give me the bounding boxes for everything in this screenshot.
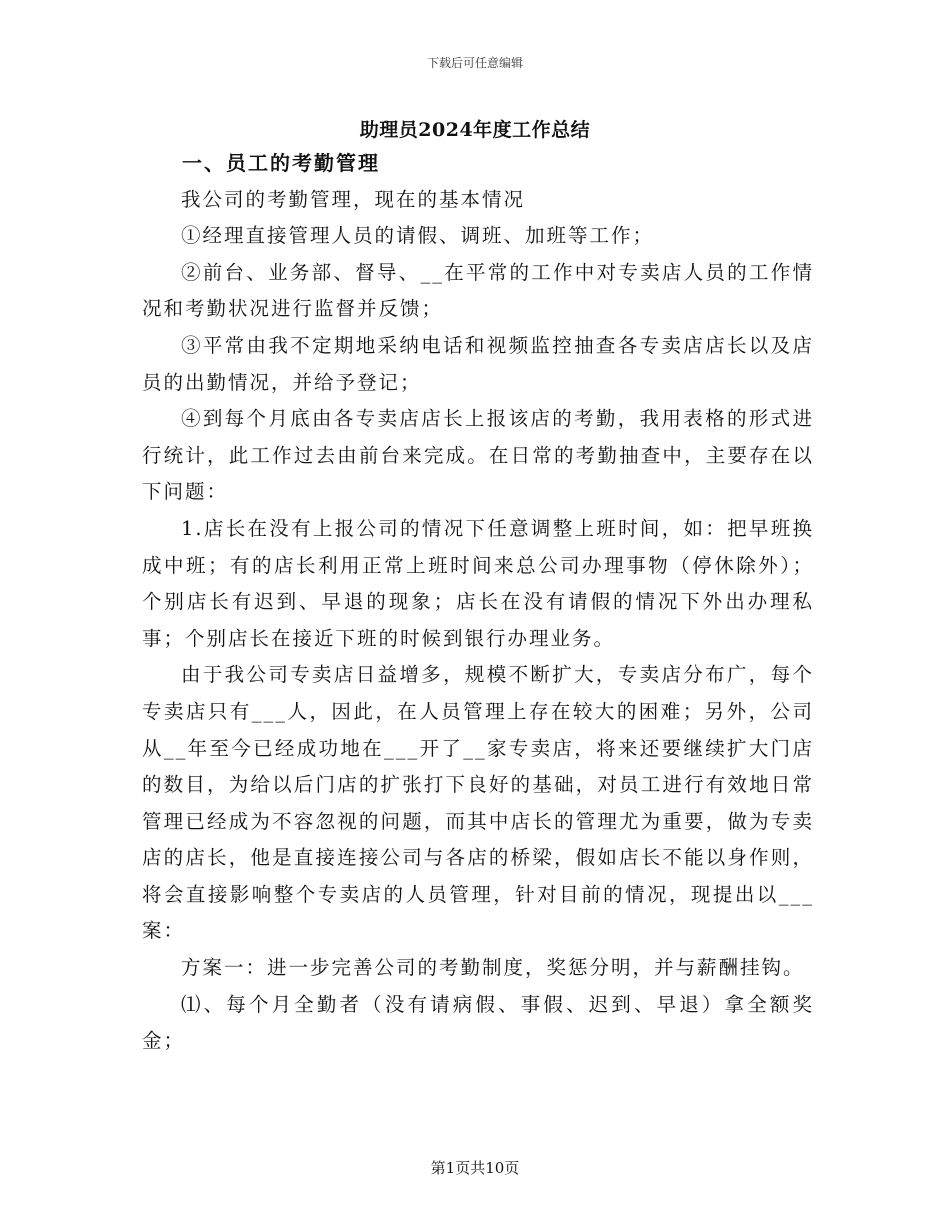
paragraph: ④到每个月底由各专卖店店长上报该店的考勤，我用表格的形式进行统计，此工作过去由前台来完成。在日常的考勤抽查中，主要存在以下问题： [142, 407, 814, 504]
paragraph: ③平常由我不定期地采纳电话和视频监控抽查各专卖店店长以及店员的出勤情况，并给予登记； [142, 333, 814, 394]
paragraph: ②前台、业务部、督导、__在平常的工作中对专卖店人员的工作情况和考勤状况进行监督并反馈； [142, 260, 814, 321]
page-header-note: 下载后可任意编辑 [426, 56, 523, 70]
paragraph: ①经理直接管理人员的请假、调班、加班等工作； [181, 224, 655, 248]
paragraph: 由于我公司专卖店日益增多，规模不断扩大，专卖店分布广，每个专卖店只有___人，因此，在人员管理上存在较大的困难；另外，公司从__年至今已经成功地在___开了__家专卖店，将来还要继续扩大门店的数目，为给以后门店的扩张打下良好的基础，对员工进行有效地日常管理已经成为不容忽视的问题，而其中店长的管理尤为重要，做为专卖店的店长，他是直接连接公司与各店的桥梁，假如店长不能以身作则，将会直接影响整个专卖店的人员管理，针对目前的情况，现提出以___案： [142, 663, 814, 943]
page-footer-page-number: 第1页共10页 [430, 1159, 520, 1177]
paragraph: 我公司的考勤管理，现在的基本情况 [181, 187, 526, 211]
paragraph: ⑴、每个月全勤者（没有请病假、事假、迟到、早退）拿全额奖金； [142, 992, 814, 1053]
paragraph: 1.店长在没有上报公司的情况下任意调整上班时间，如：把早班换成中班；有的店长利用正常上班时间来总公司办理事物（停休除外）；个别店长有迟到、早退的现象；店长在没有请假的情况下外出办理私事；个别店长在接近下班的时候到银行办理业务。 [142, 516, 814, 650]
section-heading: 一、员工的考勤管理 [182, 151, 380, 175]
document-body [142, 145, 814, 1060]
document-title: 助理员2024年度工作总结 [359, 119, 591, 141]
paragraph: 方案一：进一步完善公司的考勤制度，奖惩分明，并与薪酬挂钩。 [181, 956, 805, 980]
